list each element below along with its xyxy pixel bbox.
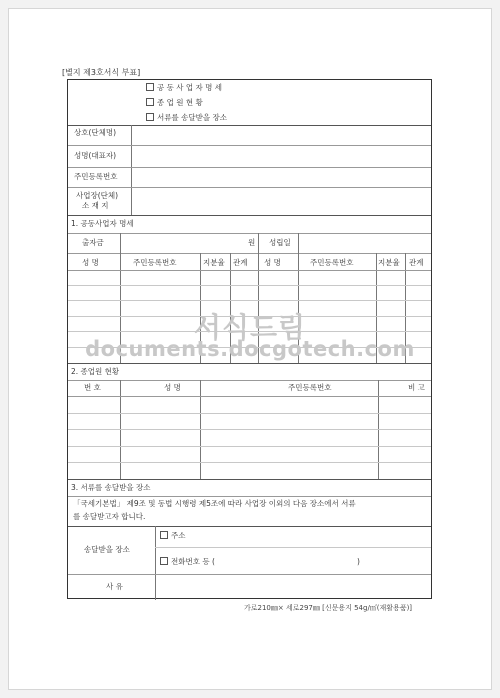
divider: [68, 167, 431, 168]
section2-title: 2. 종업원 현황: [71, 367, 120, 376]
table-row: [68, 413, 431, 414]
divider: [68, 233, 431, 234]
table-row: [68, 429, 431, 430]
section3-title: 3. 서류를 송달받을 장소: [71, 483, 151, 492]
partner-header-relation-2: 관계: [409, 258, 424, 267]
option-label: 전화번호 등 (: [171, 557, 215, 566]
divider: [258, 233, 259, 253]
employee-header-resident-number: 주민등록번호: [288, 383, 332, 392]
partner-header-name-2: 성 명: [264, 258, 281, 267]
delivery-statement-line2: 를 송달받고자 합니다.: [73, 512, 146, 521]
table-row: [68, 462, 431, 463]
checkbox-icon: [146, 113, 154, 121]
divider: [68, 187, 431, 188]
founding-date-label: 성립일: [269, 238, 291, 247]
delivery-option-phone[interactable]: [160, 557, 215, 567]
checklist-label: 종 업 원 현 황: [157, 98, 203, 107]
divider: [68, 574, 431, 575]
checklist-label: 공 동 사 업 자 명 세: [157, 83, 223, 92]
divider: [68, 479, 431, 480]
option-label: 주소: [171, 531, 186, 540]
divider: [68, 215, 431, 216]
section1-title: 1. 공동사업자 명세: [71, 219, 134, 228]
divider: [298, 233, 299, 253]
divider: [120, 233, 121, 253]
phone-close-paren: ): [357, 557, 360, 566]
attachment-label: [별지 제3호서식 부표]: [62, 68, 141, 77]
reason-label: 사 유: [106, 582, 123, 591]
checklist-label: 서류를 송달받을 장소: [157, 113, 227, 122]
divider: [155, 547, 431, 548]
checkbox-icon: [160, 557, 168, 565]
capital-label: 출자금: [82, 238, 104, 247]
checklist-item-employees[interactable]: [146, 98, 203, 108]
partner-header-name: 성 명: [82, 258, 99, 267]
resident-number-label: 주민등록번호: [74, 172, 118, 181]
location-label-line1: 사업장(단체): [76, 191, 119, 200]
partner-header-resident-number: 주민등록번호: [133, 258, 177, 267]
divider: [131, 125, 132, 215]
table-row: [68, 446, 431, 447]
delivery-option-address[interactable]: [160, 531, 186, 541]
table-row: [68, 285, 431, 286]
checkbox-icon: [146, 83, 154, 91]
divider: [68, 496, 431, 497]
partner-header-share: 지분율: [203, 258, 225, 267]
checklist-item-delivery[interactable]: [146, 113, 227, 123]
employee-header-name: 성 명: [164, 383, 181, 392]
watermark-title: 서식드림: [193, 311, 307, 344]
divider: [68, 380, 431, 381]
partner-header-share-2: 지분율: [378, 258, 400, 267]
capital-unit: 원: [248, 238, 256, 247]
checkbox-icon: [146, 98, 154, 106]
delivery-statement-line1: 「국세기본법」 제9조 및 동법 시행령 제5조에 따라 사업장 이외의 다음 장소에서 서류: [73, 499, 356, 508]
divider: [68, 396, 431, 397]
checklist-item-partners[interactable]: [146, 83, 222, 93]
employee-header-note: 비 고: [408, 383, 425, 392]
partner-header-resident-number-2: 주민등록번호: [310, 258, 354, 267]
divider: [68, 270, 431, 271]
representative-label: 성명(대표자): [74, 151, 117, 160]
divider: [155, 526, 156, 600]
partner-header-relation: 관계: [233, 258, 248, 267]
table-row: [68, 300, 431, 301]
divider: [68, 526, 431, 527]
employee-header-number: 번 호: [84, 383, 101, 392]
paper-spec-footer: 가로210㎜× 세로297㎜ [신문용지 54g/㎡(재활용품)]: [244, 604, 413, 612]
divider: [68, 125, 431, 126]
delivery-place-label: 송달받을 장소: [84, 545, 130, 554]
divider: [68, 363, 431, 364]
checkbox-icon: [160, 531, 168, 539]
watermark-url: documents.docgotech.com: [85, 337, 415, 361]
divider: [68, 145, 431, 146]
location-label-line2: 소 재 지: [82, 201, 109, 210]
company-name-label: 상호(단체명): [74, 128, 117, 137]
